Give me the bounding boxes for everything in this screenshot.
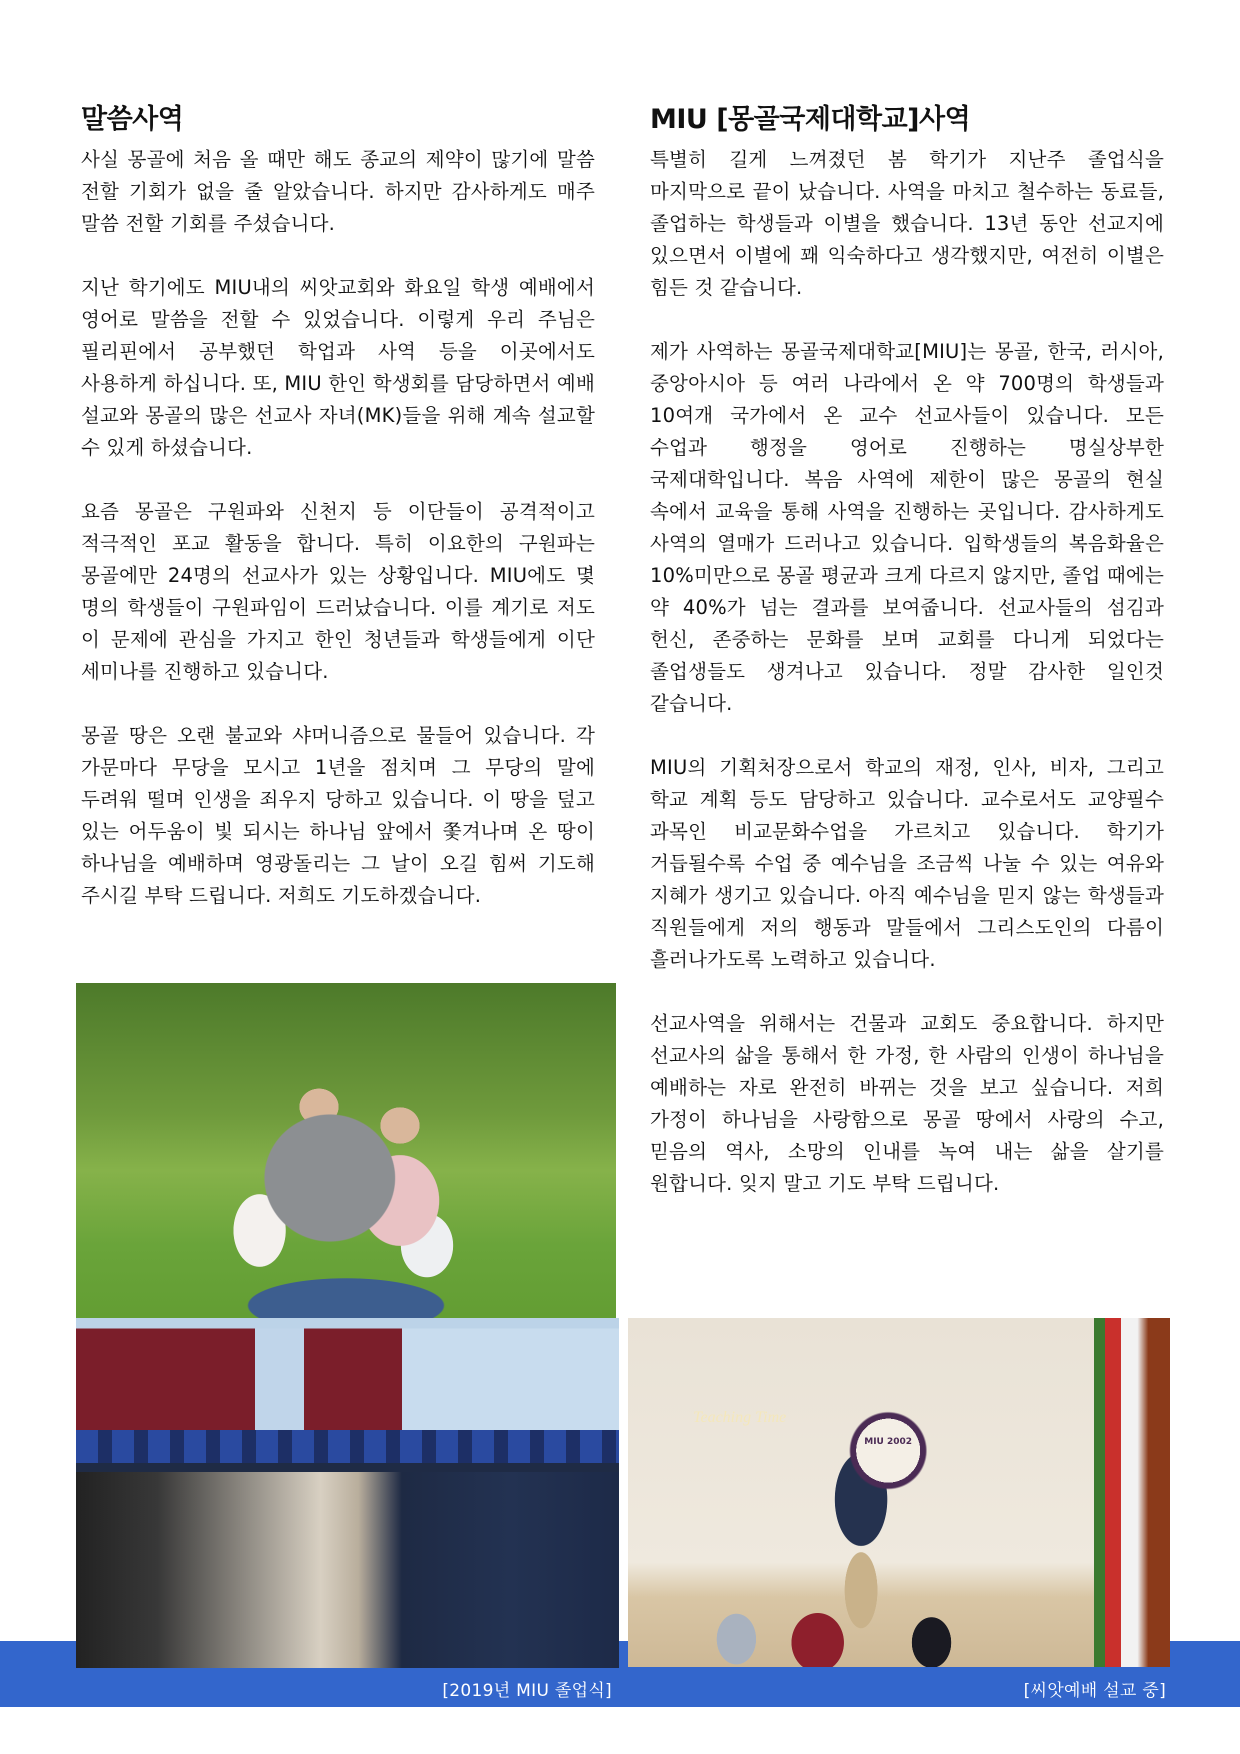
paragraph: 지난 학기에도 MIU내의 씨앗교회와 화요일 학생 예배에서 영어로 말씀을 전할 수 있었습니다. 이렇게 우리 주님은 필리핀에서 공부했던 학업과 사역 등을 이곳에서도 사용하게 하십니다. 또, MIU 한인 학생회를 담당하면서 예배 설교와 몽골의 많은 선교사 자녀(MK)들을 위해 계속 설교할 수 있게 하셨습니다. bbox=[81, 276, 595, 459]
miu-logo: MIU 2002 bbox=[864, 1436, 913, 1447]
sermon-caption: [씨앗예배 설교 중] bbox=[1023, 1681, 1166, 1701]
paragraph: 제가 사역하는 몽골국제대학교[MIU]는 몽골, 한국, 러시아, 중앙아시아 등 여러 나라에서 온 약 700명의 학생들과 10여개 국가에서 온 교수 선교사들이 있습니다. 모든 수업과 행정을 영어로 진행하는 명실상부한 국제대학입니다. 복음 사역에 제한이 많은 몽골의 현실 속에서 교육을 통해 사역을 진행하는 곳입니다. 감사하게도 사역의 열매가 드러나고 있습니다. 입학생들의 복음화율은 10%미만으로 몽골 평균과 크게 다르지 않지만, 졸업 때에는 약 40%가 넘는 결과를 보여줍니다. 선교사들의 섬김과 헌신, 존중하는 문화를 보며 교회를 다니게 되었다는 졸업생들도 생겨나고 있습니다. 정말 감사한 일인것 같습니다. bbox=[650, 340, 1164, 715]
projector-slide-text: Teaching Time bbox=[693, 1408, 787, 1426]
left-column bbox=[81, 100, 595, 944]
family-photo bbox=[76, 983, 616, 1358]
sermon-photo bbox=[628, 1318, 1170, 1667]
paragraph: 특별히 길게 느껴졌던 봄 학기가 지난주 졸업식을 마지막으로 끝이 났습니다. 사역을 마치고 철수하는 동료들, 졸업하는 학생들과 이별을 했습니다. 13년 동안 선교지에 있으면서 이별에 꽤 익숙하다고 생각했지만, 여전히 이별은 힘든 것 같습니다. bbox=[650, 148, 1164, 299]
paragraph: 선교사역을 위해서는 건물과 교회도 중요합니다. 하지만 선교사의 삶을 통해서 한 가정, 한 사람의 인생이 하나님을 예배하는 자로 완전히 바뀌는 것을 보고 싶습니다. 저희 가정이 하나님을 사랑함으로 몽골 땅에서 사랑의 수고, 믿음의 역사, 소망의 인내를 녹여 내는 삶을 살기를 원합니다. 잊지 말고 기도 부탁 드립니다. bbox=[650, 1012, 1164, 1195]
graduation-caption: [2019년 MIU 졸업식] bbox=[442, 1681, 612, 1701]
graduation-photo bbox=[76, 1318, 619, 1668]
paragraph: MIU의 기획처장으로서 학교의 재정, 인사, 비자, 그리고 학교 계획 등도 담당하고 있습니다. 교수로서도 교양필수 과목인 비교문화수업을 가르치고 있습니다. 학기가 거듭될수록 수업 중 예수님을 조금씩 나눌 수 있는 여유와 지혜가 생기고 있습니다. 아직 예수님을 믿지 않는 학생들과 직원들에게 저의 행동과 말들에서 그리스도인의 다름이 흘러나가도록 노력하고 있습니다. bbox=[650, 756, 1164, 971]
paragraph: 요즘 몽골은 구원파와 신천지 등 이단들이 공격적이고 적극적인 포교 활동을 합니다. 특히 이요한의 구원파는 몽골에만 24명의 선교사가 있는 상황입니다. MIU에도 몇 명의 학생들이 구원파임이 드러났습니다. 이를 계기로 저도 이 문제에 관심을 가지고 한인 청년들과 학생들에게 이단 세미나를 진행하고 있습니다. bbox=[81, 500, 595, 683]
section-title-miu-ministry: MIU [몽골국제대학교]사역 bbox=[650, 104, 971, 135]
paragraph: 몽골 땅은 오랜 불교와 샤머니즘으로 물들어 있습니다. 각 가문마다 무당을 모시고 1년을 점치며 그 무당의 말에 두려워 떨며 인생을 죄우지 당하고 있습니다. 이 땅을 덮고 있는 어두움이 빛 되시는 하나님 앞에서 쫓겨나며 온 땅이 하나님을 예배하며 영광돌리는 그 날이 오길 힘써 기도해 주시길 부탁 드립니다. 저희도 기도하겠습니다. bbox=[81, 724, 595, 907]
paragraph: 사실 몽골에 처음 올 때만 해도 종교의 제약이 많기에 말씀 전할 기회가 없을 줄 알았습니다. 하지만 감사하게도 매주 말씀 전할 기회를 주셨습니다. bbox=[81, 148, 595, 235]
section-title-word-ministry: 말씀사역 bbox=[81, 104, 184, 135]
right-column bbox=[650, 100, 1164, 1232]
